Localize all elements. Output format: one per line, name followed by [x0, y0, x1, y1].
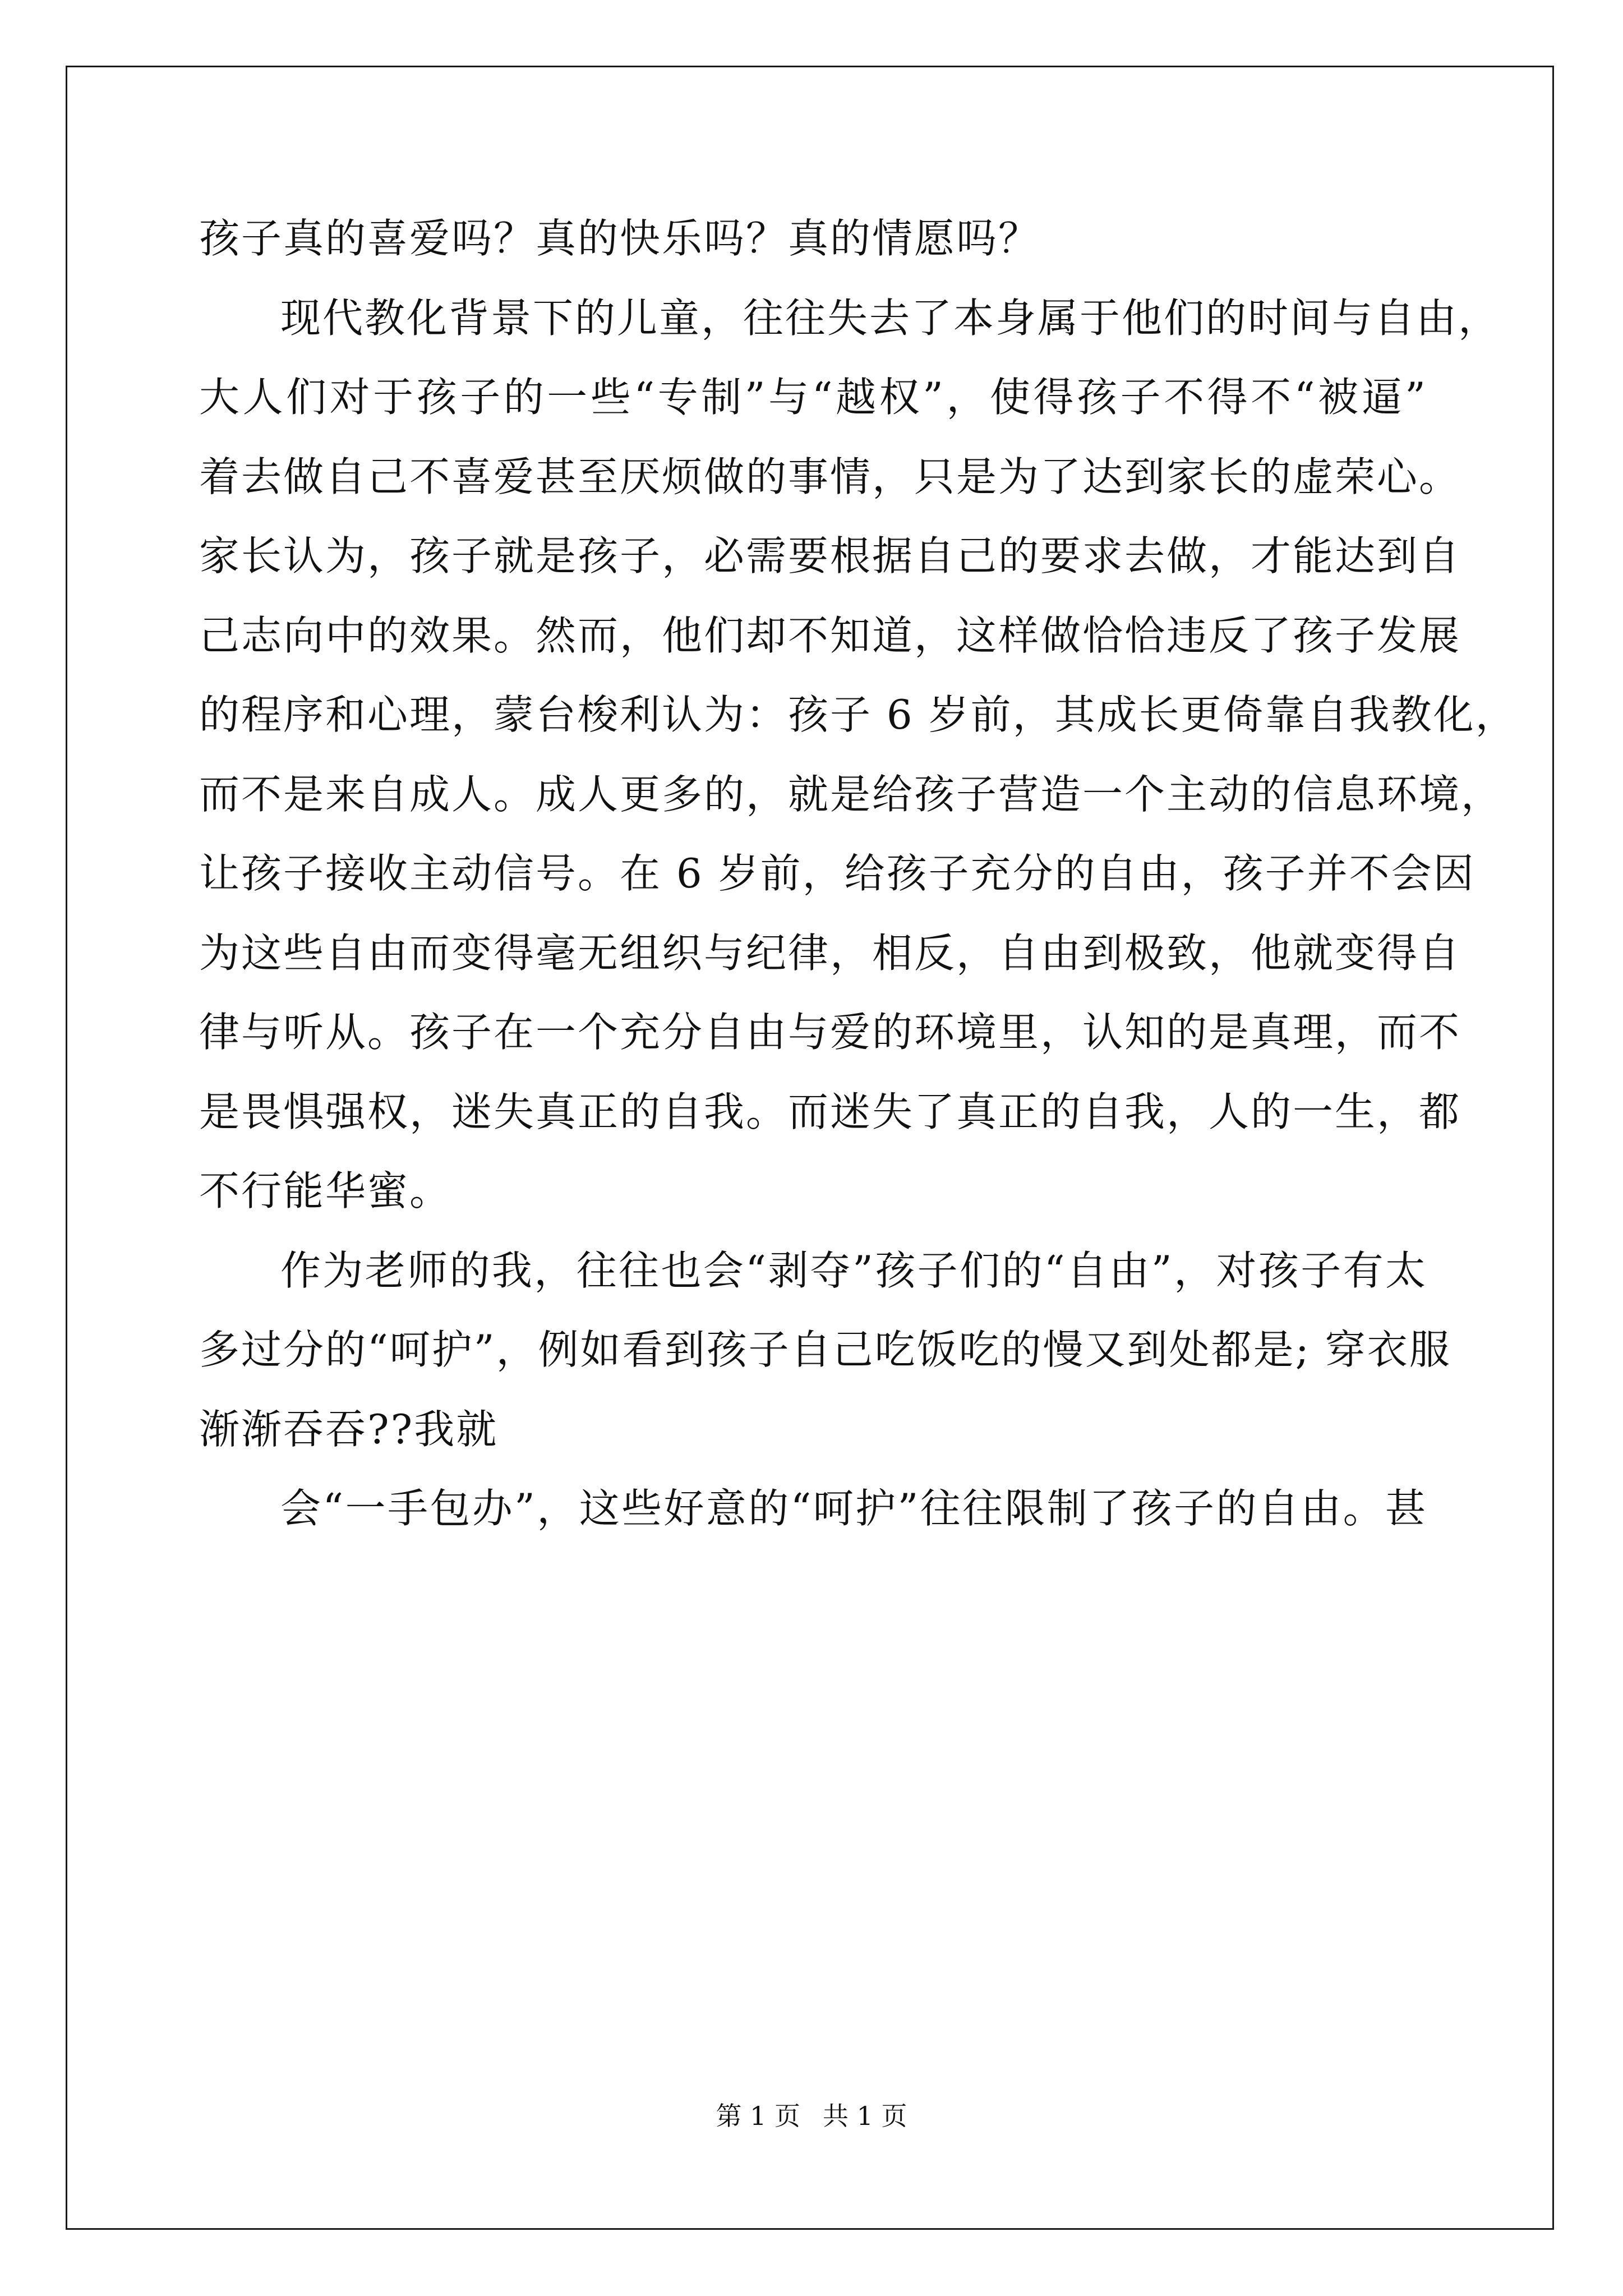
paragraph-first-line: 现代教化背景下的儿童，往往失去了本身属于他们的时间与自由，: [280, 295, 1501, 342]
text-line: 而不是来自成人。成人更多的，就是给孩子营造一个主动的信息环境，: [199, 771, 1504, 818]
text-line: 是畏惧强权，迷失真正的自我。而迷失了真正的自我，人的一生，都: [199, 1088, 1461, 1135]
text-line: 为这些自由而变得毫无组织与纪律，相反，自由到极致，他就变得自: [199, 930, 1461, 977]
paragraph-first-line: 作为老师的我，往往也会“剥夺”孩子们的“自由”，对孩子有太: [280, 1247, 1427, 1294]
text-line: 不行能华蜜。: [199, 1167, 452, 1214]
text-line: 多过分的“呵护”，例如看到孩子自己吃饭吃的慢又到处都是; 穿衣服: [199, 1326, 1451, 1373]
page-footer: [0, 2099, 1623, 2133]
text-line: 孩子真的喜爱吗？真的快乐吗？真的情愿吗？: [199, 215, 1041, 262]
text-line: 己志向中的效果。然而，他们却不知道，这样做恰恰违反了孩子发展: [199, 612, 1461, 659]
text-line: 着去做自己不喜爱甚至厌烦做的事情，只是为了达到家长的虚荣心。: [199, 453, 1461, 500]
text-line: 律与听从。孩子在一个充分自由与爱的环境里，认知的是真理，而不: [199, 1009, 1461, 1056]
text-line: 渐渐吞吞??我就: [199, 1406, 499, 1453]
text-line: 大人们对于孩子的一些“专制”与“越权”，使得孩子不得不“被逼”: [199, 374, 1427, 421]
text-line: 家长认为，孩子就是孩子，必需要根据自己的要求去做，才能达到自: [199, 532, 1461, 579]
page-number: 第 1 页: [716, 2101, 800, 2131]
text-line: 让孩子接收主动信号。在 6 岁前，给孩子充分的自由，孩子并不会因: [199, 850, 1476, 897]
text-line: 的程序和心理，蒙台梭利认为：孩子 6 岁前，其成长更倚靠自我教化，: [199, 691, 1518, 738]
paragraph-first-line: 会“一手包办”，这些好意的“呵护”往往限制了孩子的自由。甚: [280, 1485, 1427, 1532]
page-total: 共 1 页: [823, 2101, 907, 2131]
